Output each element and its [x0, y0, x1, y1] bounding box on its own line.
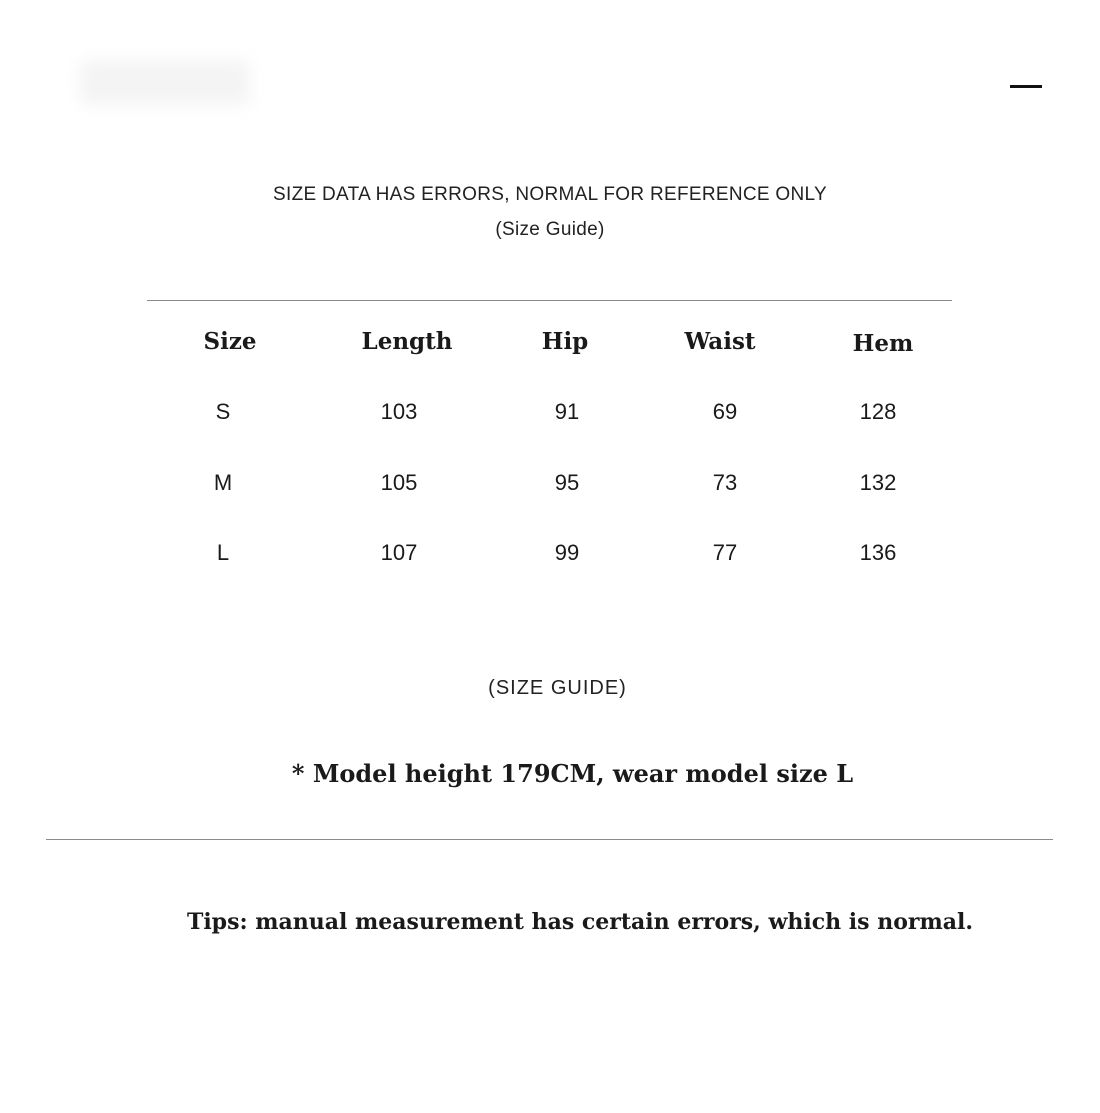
cell-hem: 132: [859, 470, 897, 495]
section-divider: [46, 839, 1053, 840]
cell-length: 107: [380, 540, 418, 565]
reference-notice: SIZE DATA HAS ERRORS, NORMAL FOR REFERENCE ONLY: [273, 184, 827, 205]
cell-hem: 136: [859, 540, 897, 565]
column-header-size: Size: [203, 328, 257, 355]
cell-hip: 99: [554, 540, 580, 565]
minimize-dash-icon: [1010, 85, 1042, 88]
cell-waist: 69: [712, 399, 738, 424]
cell-hip: 95: [554, 470, 580, 495]
column-header-hem: Hem: [852, 330, 914, 357]
size-guide-caption: (SIZE GUIDE): [488, 677, 627, 699]
column-header-hip: Hip: [541, 328, 589, 355]
measurement-tips: Tips: manual measurement has certain errors, which is normal.: [186, 909, 974, 935]
cell-length: 103: [380, 399, 418, 424]
faint-background-smudge: [80, 60, 250, 105]
model-size-note: * Model height 179CM, wear model size L: [291, 759, 854, 788]
cell-waist: 73: [712, 470, 738, 495]
column-header-waist: Waist: [684, 328, 756, 355]
cell-hem: 128: [859, 399, 897, 424]
table-top-divider: [147, 300, 952, 301]
size-guide-subtitle: (Size Guide): [495, 219, 605, 240]
cell-size: S: [215, 399, 231, 424]
column-header-length: Length: [361, 328, 453, 355]
cell-size: M: [213, 470, 233, 495]
cell-hip: 91: [554, 399, 580, 424]
cell-length: 105: [380, 470, 418, 495]
cell-waist: 77: [712, 540, 738, 565]
cell-size: L: [216, 540, 230, 565]
